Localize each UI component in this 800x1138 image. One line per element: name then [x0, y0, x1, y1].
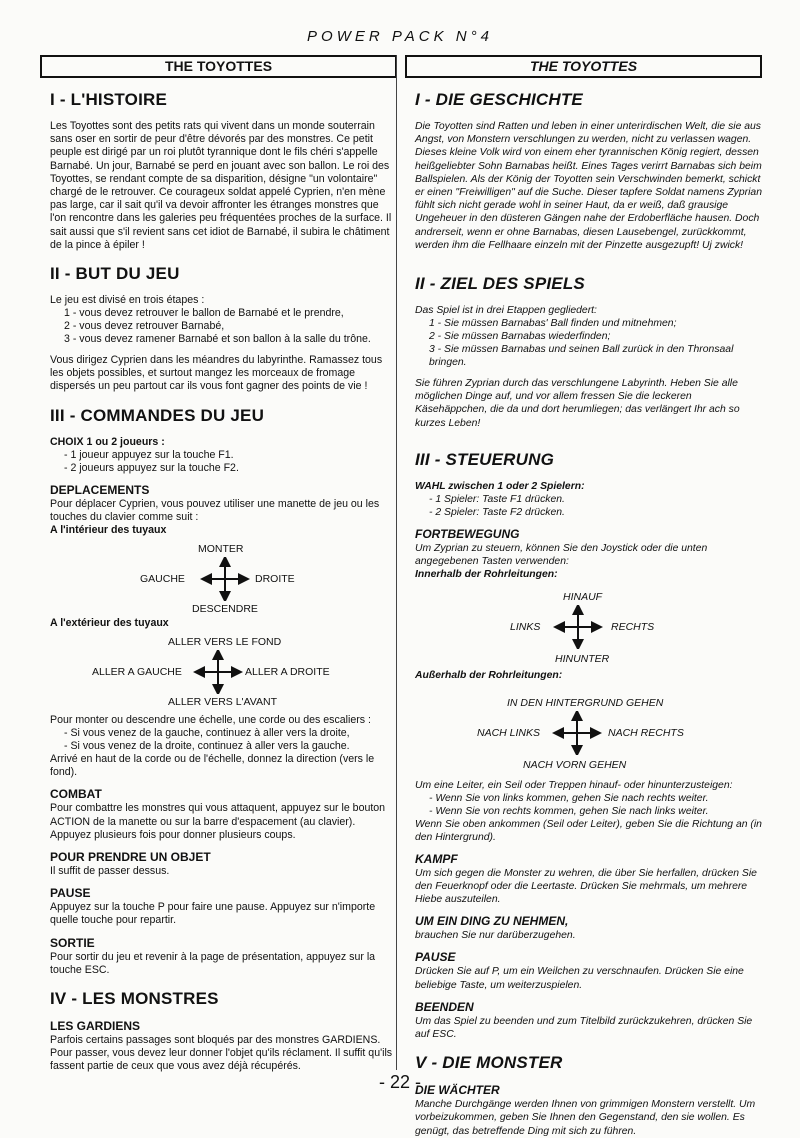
direction-arrows-icon — [193, 650, 243, 694]
ladder-intro: Um eine Leiter, ein Seil oder Treppen hinauf- oder hinunterzusteigen: — [415, 779, 733, 791]
pause-text: Appuyez sur la touche P pour faire une pause. Appuyez sur n'importe quelle touche pour repartir. — [50, 901, 376, 927]
section-heading-steuerung: III - STEUERUNG — [415, 449, 555, 469]
outside-label: A l'extérieur des tuyaux — [50, 617, 169, 630]
german-column — [405, 55, 762, 1137]
section-heading-ziel: II - ZIEL DES SPIELS — [415, 274, 585, 294]
dir-right: DROITE — [255, 573, 295, 586]
step-2: 2 - vous devez retrouver Barnabé, — [64, 320, 225, 333]
dir-right: NACH RECHTS — [608, 726, 684, 739]
choix-line-1: - 1 joueur appuyez sur la touche F1. — [64, 448, 234, 461]
dir-right: RECHTS — [611, 621, 655, 634]
section-heading-commandes: III - COMMANDES DU JEU — [50, 405, 265, 425]
fortbewegung-heading: FORTBEWEGUNG — [415, 526, 520, 541]
dir-left: GAUCHE — [140, 573, 185, 586]
outside-direction-diagram — [415, 685, 762, 775]
dir-up: ALLER VERS LE FOND — [168, 636, 282, 649]
dir-left: ALLER A GAUCHE — [92, 666, 182, 679]
ladder-line-2: - Si vous venez de la droite, continuez à aller vers la gauche. — [64, 740, 350, 753]
dir-right: ALLER A DROITE — [245, 666, 330, 679]
inside-label: Innerhalb der Rohrleitungen: — [415, 569, 558, 581]
wahl-line-1: - 1 Spieler: Taste F1 drücken. — [429, 493, 565, 505]
page-header: POWER PACK N°4 — [307, 28, 493, 45]
column-title: THE TOYOTTES — [405, 55, 762, 78]
section-heading-histoire: I - L'HISTOIRE — [50, 90, 168, 109]
pause-heading: PAUSE — [50, 886, 91, 901]
dir-down: NACH VORN GEHEN — [523, 758, 627, 771]
ladder-line-1: - Wenn Sie von links kommen, gehen Sie nach rechts weiter. — [429, 792, 709, 804]
ladder-line-1: - Si vous venez de la gauche, continuez à aller vers la droite, — [64, 727, 350, 740]
sortie-text: Pour sortir du jeu et revenir à la page de présentation, appuyez sur la touche ESC. — [50, 950, 376, 976]
choix-heading: CHOIX 1 ou 2 joueurs : — [50, 435, 165, 448]
kampf-text: Um sich gegen die Monster zu wehren, die über Sie herfallen, drücken Sie den Feuerknopf oder die Leertaste. Drücken Sie mehrmals, um mehrere Hiebe auszuteilen. — [415, 867, 757, 906]
choix-line-2: - 2 joueurs appuyez sur la touche F2. — [64, 461, 239, 474]
but-intro: Le jeu est divisé en trois étapes : — [50, 294, 205, 307]
sortie-heading: SORTIE — [50, 935, 95, 950]
ladder-block — [50, 714, 397, 779]
ding-heading: UM EIN DING ZU NEHMEN, — [415, 914, 569, 929]
gardiens-heading: LES GARDIENS — [50, 1019, 141, 1034]
deplacements-text: Pour déplacer Cyprien, vous pouvez utiliser une manette de jeu ou les touches du clavier comme suit : — [50, 497, 380, 523]
ladder-line-2: - Wenn Sie von rechts kommen, gehen Sie nach links weiter. — [429, 805, 709, 817]
direction-arrows-icon — [553, 605, 603, 649]
geschichte-text: Die Toyotten sind Ratten und leben in einer unterirdischen Welt, die sie aus Angst, von Monstern verschlungen zu werden, nicht zu verlassen wagen. Dieses kleine Volk wird von einem eher tyrannischen König regiert, dessen heißgeliebter Sohn Barnabas heißt. Eines Tages verirrt Barnabas sich beim Ballspielen. Als der König der Toyotten sein Verschwinden bemerkt, schickt er einen "Freiwilligen" auf die Suche. Dieser tapfere Soldat namens Zyprian fühlt sich nicht gerade wohl in seiner Haut, da er weiß, daß grausige Ungeheuer in den düsteren Gängen nahe der Erdoberfläche hausen. Doch andrerseit, wenn er ohne Barnabas, diesen Lausebengel, zurückkommt, werden ihm die Fellhaare einzeln mit der Pinzette ausgezupft! Uj zwick! — [415, 121, 762, 251]
waechter-heading: DIE WÄCHTER — [415, 1083, 500, 1098]
dir-down: ALLER VERS L'AVANT — [168, 696, 277, 709]
section-heading-geschichte: I - DIE GESCHICHTE — [415, 90, 583, 109]
dir-up: HINAUF — [563, 591, 603, 604]
column-title: THE TOYOTTES — [40, 55, 397, 78]
ladder-intro: Pour monter ou descendre une échelle, une corde ou des escaliers : — [50, 714, 371, 727]
inside-direction-diagram — [50, 539, 397, 617]
pause-text: Drücken Sie auf P, um ein Weilchen zu verschnaufen. Drücken Sie eine beliebige Taste, um weiterzuspielen. — [415, 966, 744, 991]
section-heading-monstres: IV - LES MONSTRES — [50, 989, 219, 1009]
step-3: 3 - vous devez ramener Barnabé et son ballon à la salle du trône. — [64, 333, 371, 346]
ding-text: brauchen Sie nur darüberzugehen. — [415, 930, 576, 942]
ladder-end: Arrivé en haut de la corde ou de l'échelle, donnez la direction (vers le fond). — [50, 753, 375, 779]
gardiens-text: Parfois certains passages sont bloqués par des monstres GARDIENS. Pour passer, vous devez leur donner l'objet qu'ils réclament. Il suffit qu'ils fassent partie de ceux que vous avez déjà récupérés. — [50, 1034, 393, 1073]
objet-heading: POUR PRENDRE UN OBJET — [50, 850, 211, 865]
fortbewegung-text: Um Zyprian zu steuern, können Sie den Joystick oder die unten angegebenen Tasten verwenden: — [415, 542, 708, 568]
french-column — [40, 55, 397, 1073]
histoire-text: Les Toyottes sont des petits rats qui vivent dans un monde souterrain sans oser en sortir de peur d'être dévorés par des monstres. Ce petit peuple est dirigé par un roi plutôt tyrannique dont le fils chéri s'appelle Barnabé. Un jour, Barnabé se perd en jouant avec son ballon. Le roi des Toyottes, se rendant compte de sa disparition, désigne "un volontaire" chargé de le retrouver. Ce courageux soldat appelé Cyprien, n'en mène pas large, car il sait qu'il va devoir affronter les étranges monstres que l'on rencontre dans les galeries peu fréquentées proches de la surface. Il sait aussi que s'il revient sans cet idiot de Barnabé, il subira le châtiment de la pince à épiler ! — [50, 120, 392, 251]
ladder-end: Wenn Sie oben ankommen (Seil oder Leiter), geben Sie die Richtung an (in den Hintergrund). — [415, 818, 762, 843]
ziel-intro: Das Spiel ist in drei Etappen gegliedert: — [415, 305, 597, 317]
direction-arrows-icon — [552, 711, 602, 755]
pause-heading: PAUSE — [415, 950, 456, 965]
page-number: - 22 - — [378, 1072, 421, 1092]
objet-text: Il suffit de passer dessus. — [50, 865, 170, 878]
combat-text: Pour combattre les monstres qui vous attaquent, appuyez sur le bouton ACTION de la manette ou sur la barre d'espacement (au clavier). Appuyez plusieurs fois pour donner plusieurs coups. — [50, 802, 386, 841]
ziel-steps — [415, 304, 762, 369]
dir-down: HINUNTER — [555, 653, 610, 666]
dir-up: IN DEN HINTERGRUND GEHEN — [507, 696, 664, 709]
beenden-text: Um das Spiel zu beenden und zum Titelbild zurückzukehren, drücken Sie auf ESC. — [415, 1015, 753, 1041]
outside-direction-diagram — [50, 632, 397, 710]
direction-arrows-icon — [200, 557, 250, 601]
beenden-heading: BEENDEN — [415, 999, 474, 1014]
wahl-line-2: - 2 Spieler: Taste F2 drücken. — [429, 506, 565, 518]
choix-block — [50, 436, 397, 475]
kampf-heading: KAMPF — [415, 851, 458, 866]
step-2: 2 - Sie müssen Barnabas wiederfinden; — [429, 331, 611, 343]
step-1: 1 - Sie müssen Barnabas' Ball finden und mitnehmen; — [429, 318, 677, 330]
section-heading-but: II - BUT DU JEU — [50, 264, 180, 284]
wahl-block — [415, 480, 762, 519]
dir-down: DESCENDRE — [192, 603, 258, 616]
but-steps — [50, 294, 397, 346]
column-divider — [396, 55, 397, 1070]
waechter-text: Manche Durchgänge werden Ihnen von grimmigen Monstern verstellt. Um vorbeizukommen, geben Sie Ihnen den Gegenstand, den sie wollen. Es genügt, das betreffende Ding mit sich zu führen. — [415, 1099, 756, 1137]
step-3: 3 - Sie müssen Barnabas und seinen Ball zurück in den Thronsaal bringen. — [429, 344, 734, 369]
dir-left: NACH LINKS — [477, 726, 541, 739]
section-heading-monster: V - DIE MONSTER — [415, 1053, 563, 1073]
wahl-heading: WAHL zwischen 1 oder 2 Spielern: — [415, 480, 585, 492]
inside-direction-diagram — [415, 583, 762, 669]
dir-up: MONTER — [198, 543, 244, 556]
combat-heading: COMBAT — [50, 787, 102, 802]
ziel-text: Sie führen Zyprian durch das verschlungene Labyrinth. Heben Sie alle möglichen Dinge auf, und vor allem fressen Sie die leckeren Käsehäppchen, die da und dort herumliegen; das verlängert Ihr ach so kurzes Leben! — [415, 378, 740, 429]
inside-label: A l'intérieur des tuyaux — [50, 524, 167, 537]
dir-left: LINKS — [510, 621, 541, 634]
but-text: Vous dirigez Cyprien dans les méandres du labyrinthe. Ramassez tous les objets possibles, et surtout mangez les morceaux de fromage dispersés un peu partout car ils vous font gagner des points de vie ! — [50, 354, 383, 393]
ladder-block — [415, 779, 762, 844]
outside-label: Außerhalb der Rohrleitungen: — [415, 670, 563, 682]
step-1: 1 - vous devez retrouver le ballon de Barnabé et le prendre, — [64, 307, 344, 320]
deplacements-heading: DEPLACEMENTS — [50, 482, 150, 497]
